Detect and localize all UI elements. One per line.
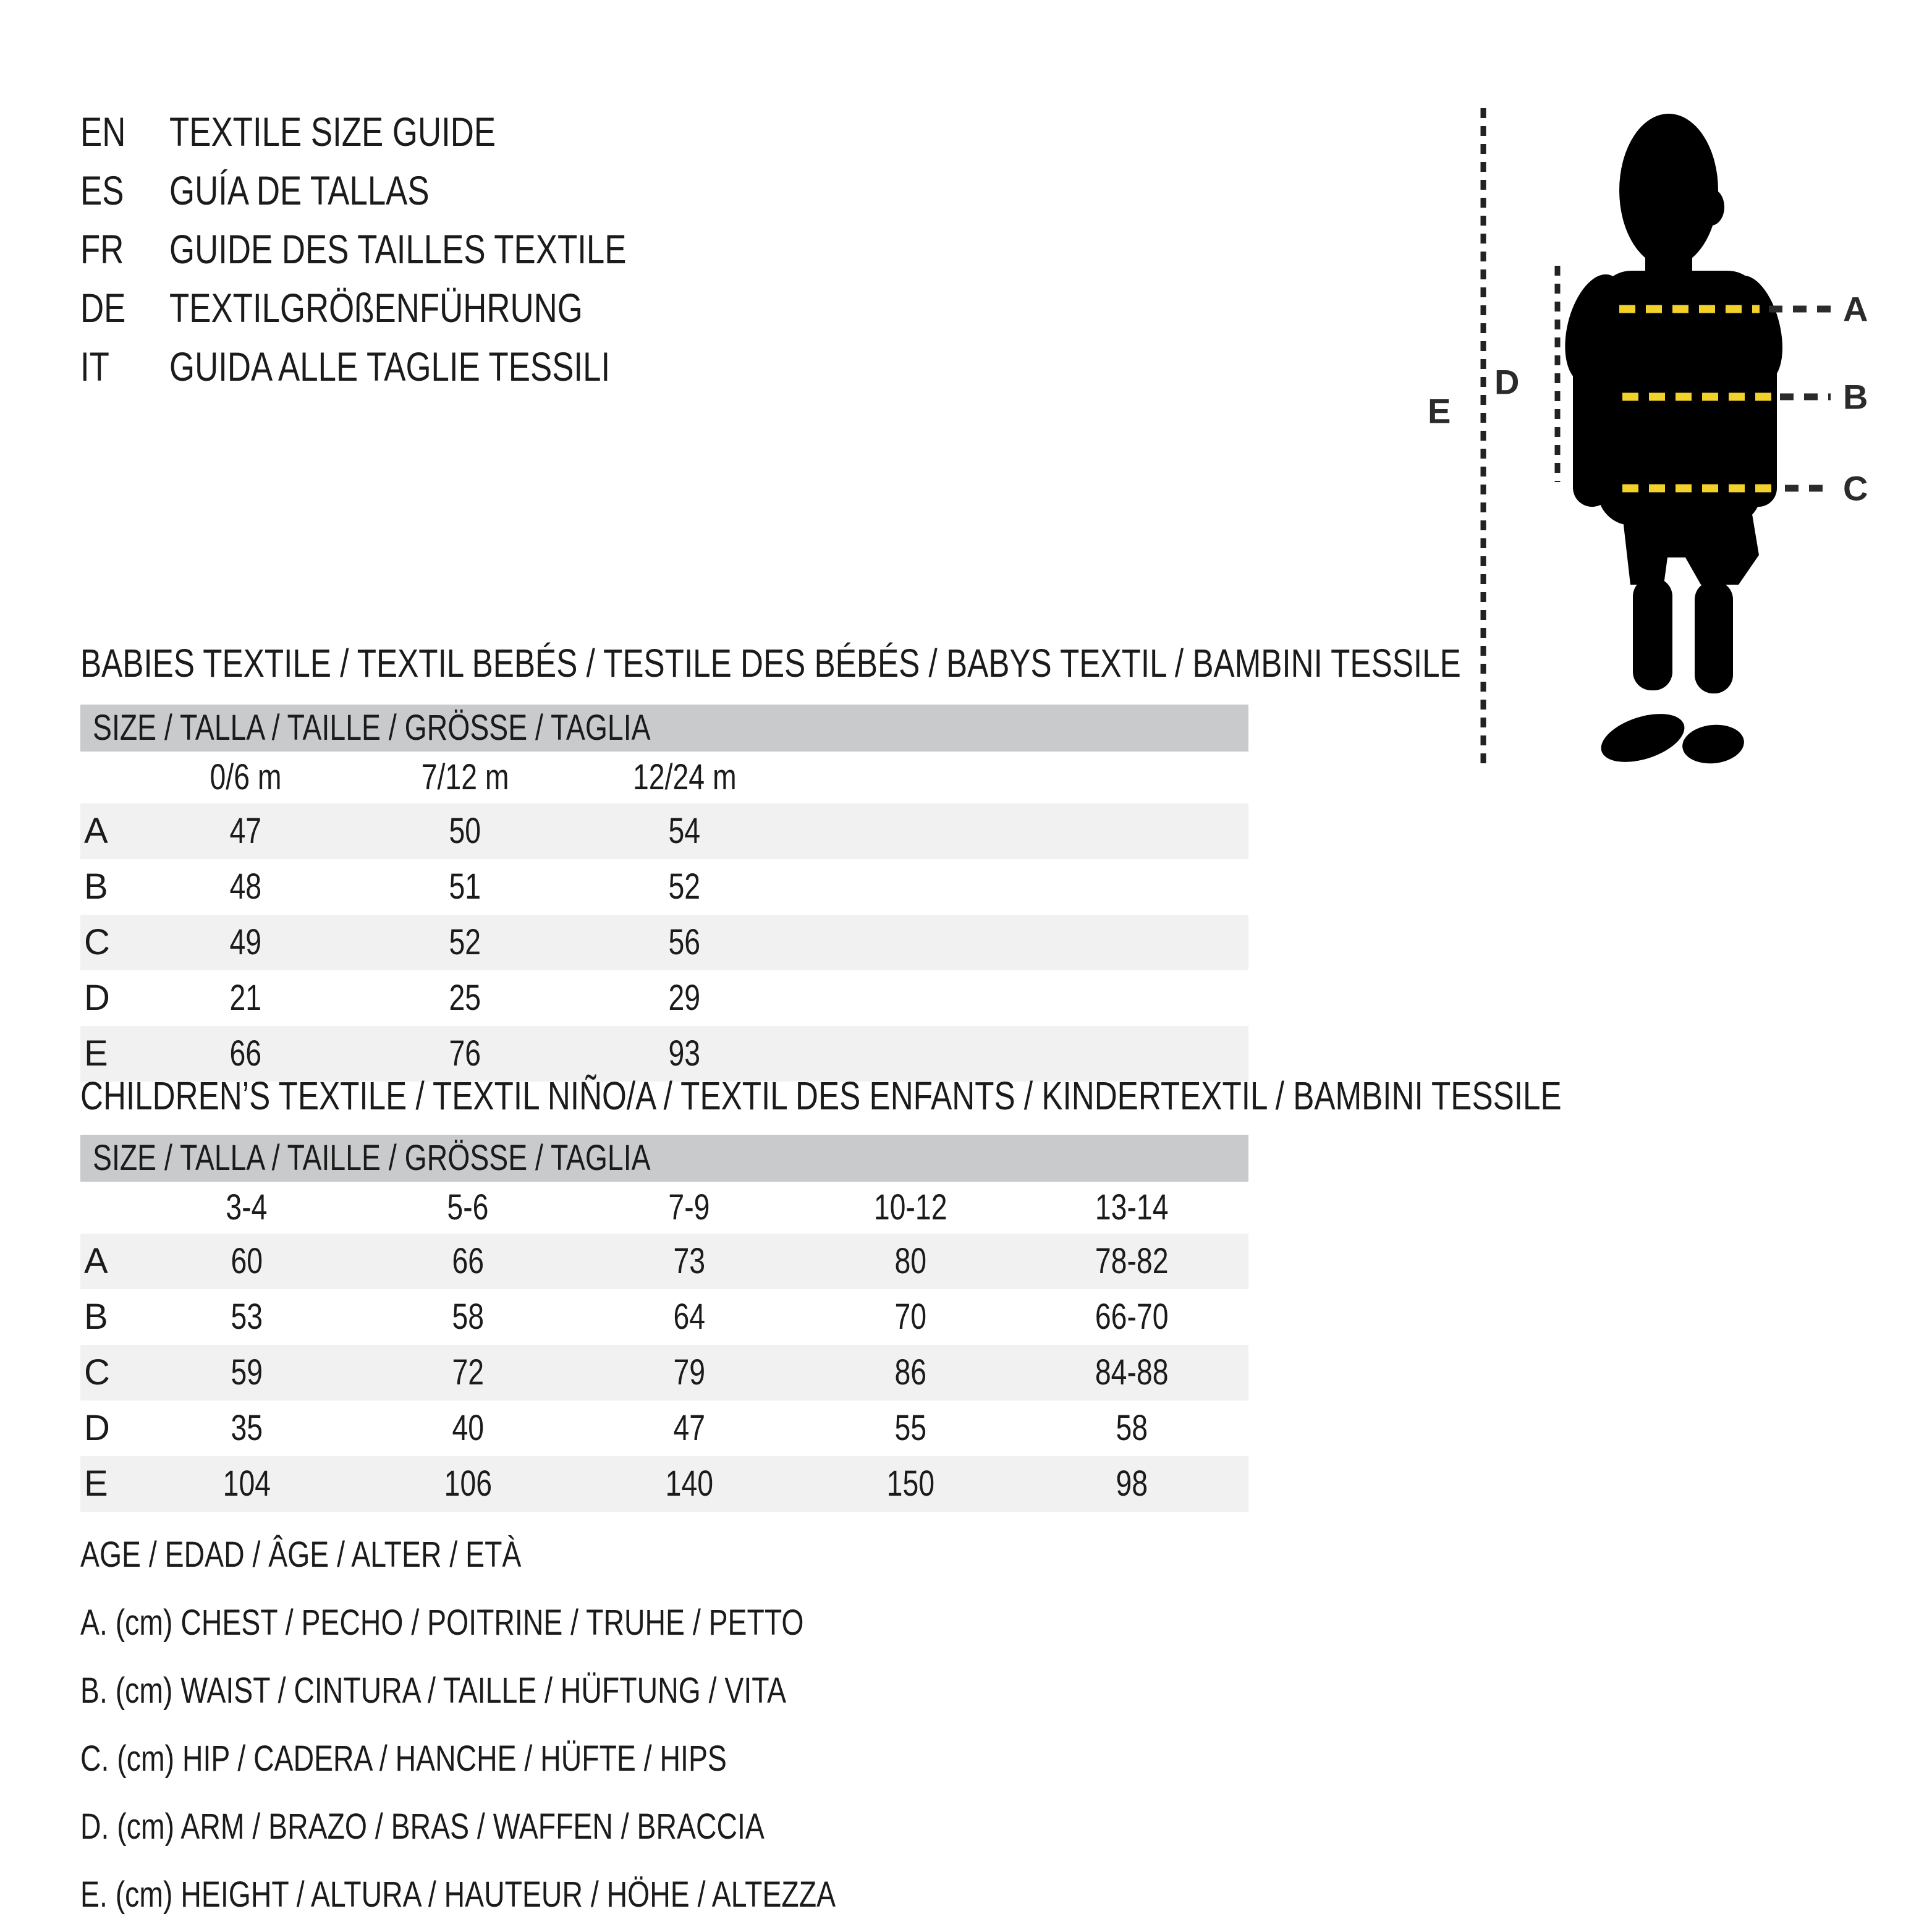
children-row-c: C 59 72 79 86 84-88 [80, 1345, 1248, 1400]
child-measurement-diagram [1415, 87, 1916, 810]
title-en: TEXTILE SIZE GUIDE [169, 109, 496, 155]
label-e: E [1428, 391, 1451, 431]
children-row-a-label: A [84, 1241, 108, 1281]
silhouette-left-shoe [1595, 705, 1690, 771]
lang-code-de: DE [80, 285, 126, 331]
legend-hip: C. (cm) HIP / CADERA / HANCHE / HÜFTE / HIPS [80, 1739, 727, 1779]
lang-code-fr: FR [80, 226, 124, 272]
legend-chest: A. (cm) CHEST / PECHO / POITRINE / TRUHE / PETTO [80, 1603, 804, 1643]
silhouette-ear [1697, 189, 1724, 226]
babies-row-a: A 47 50 54 [80, 803, 1248, 859]
children-column-header-row [80, 1182, 1248, 1234]
title-es: GUÍA DE TALLAS [169, 167, 430, 213]
lang-code-en: EN [80, 109, 126, 155]
children-row-d-label: D [84, 1408, 110, 1448]
legend-arm: D. (cm) ARM / BRAZO / BRAS / WAFFEN / BRACCIA [80, 1807, 765, 1847]
babies-row-e: E 66 76 93 [80, 1026, 1248, 1082]
lang-code-it: IT [80, 344, 109, 389]
babies-col-1: 7/12 m [421, 757, 509, 797]
silhouette-right-arm [1740, 352, 1777, 507]
children-col-0: 3-4 [226, 1187, 268, 1227]
babies-row-d-label: D [84, 978, 110, 1018]
babies-row-b: B 48 51 52 [80, 859, 1248, 915]
children-row-b-label: B [84, 1297, 108, 1337]
babies-size-table [80, 705, 1248, 1082]
legend-waist: B. (cm) WAIST / CINTURA / TAILLE / HÜFTUNG / VITA [80, 1671, 787, 1711]
silhouette-right-shoe [1680, 722, 1746, 766]
children-row-b: B 53 58 64 70 66-70 [80, 1289, 1248, 1345]
babies-row-d: D 21 25 29 [80, 970, 1248, 1026]
label-d: D [1494, 362, 1520, 402]
lang-row-it [80, 345, 763, 404]
babies-col-0: 0/6 m [210, 757, 282, 797]
children-size-table [80, 1135, 1248, 1512]
children-row-d: D 35 40 47 55 58 [80, 1400, 1248, 1456]
babies-row-a-label: A [84, 811, 108, 851]
lang-row-fr [80, 227, 763, 286]
title-de: TEXTILGRÖßENFÜHRUNG [169, 285, 583, 331]
babies-row-c: C 49 52 56 [80, 915, 1248, 970]
babies-row-c-label: C [84, 922, 110, 962]
babies-col-2: 12/24 m [632, 757, 737, 797]
lang-row-en [80, 110, 763, 169]
children-row-a: A 60 66 73 80 78-82 [80, 1234, 1248, 1289]
language-title-list [80, 110, 763, 404]
children-row-e-label: E [84, 1464, 108, 1504]
babies-column-header-row [80, 752, 1248, 803]
label-b: B [1843, 377, 1868, 417]
children-col-2: 7-9 [668, 1187, 710, 1227]
children-row-e: E 104 106 140 150 98 [80, 1456, 1248, 1512]
lang-row-es [80, 169, 763, 227]
children-col-4: 13-14 [1095, 1187, 1169, 1227]
children-section-heading: CHILDREN’S TEXTILE / TEXTIL NIÑO/A / TEXTIL DES ENFANTS / KINDERTEXTIL / BAMBINI TESSILE [80, 1074, 1562, 1118]
silhouette-shorts [1622, 514, 1759, 585]
title-fr: GUIDE DES TAILLES TEXTILE [169, 226, 627, 272]
label-c: C [1843, 468, 1868, 508]
measurement-figure [1415, 87, 1916, 810]
children-row-c-label: C [84, 1352, 110, 1392]
title-it: GUIDA ALLE TAGLIE TESSILI [169, 344, 611, 389]
label-a: A [1843, 289, 1868, 329]
children-col-1: 5-6 [447, 1187, 489, 1227]
babies-size-header-bar: SIZE / TALLA / TAILLE / GRÖSSE / TAGLIA [80, 705, 1248, 752]
children-size-header-bar: SIZE / TALLA / TAILLE / GRÖSSE / TAGLIA [80, 1135, 1248, 1182]
lang-row-de [80, 286, 763, 345]
legend-height: E. (cm) HEIGHT / ALTURA / HAUTEUR / HÖHE / ALTEZZA [80, 1875, 836, 1915]
silhouette-head [1619, 114, 1718, 267]
silhouette-left-arm [1573, 352, 1611, 507]
babies-row-b-label: B [84, 866, 108, 907]
babies-section-heading: BABIES TEXTILE / TEXTIL BEBÉS / TESTILE DES BÉBÉS / BABYS TEXTIL / BAMBINI TESSILE [80, 641, 1461, 685]
babies-row-e-label: E [84, 1033, 108, 1074]
lang-code-es: ES [80, 167, 124, 213]
children-col-3: 10-12 [873, 1187, 947, 1227]
legend-age: AGE / EDAD / ÂGE / ALTER / ETÀ [80, 1535, 522, 1575]
